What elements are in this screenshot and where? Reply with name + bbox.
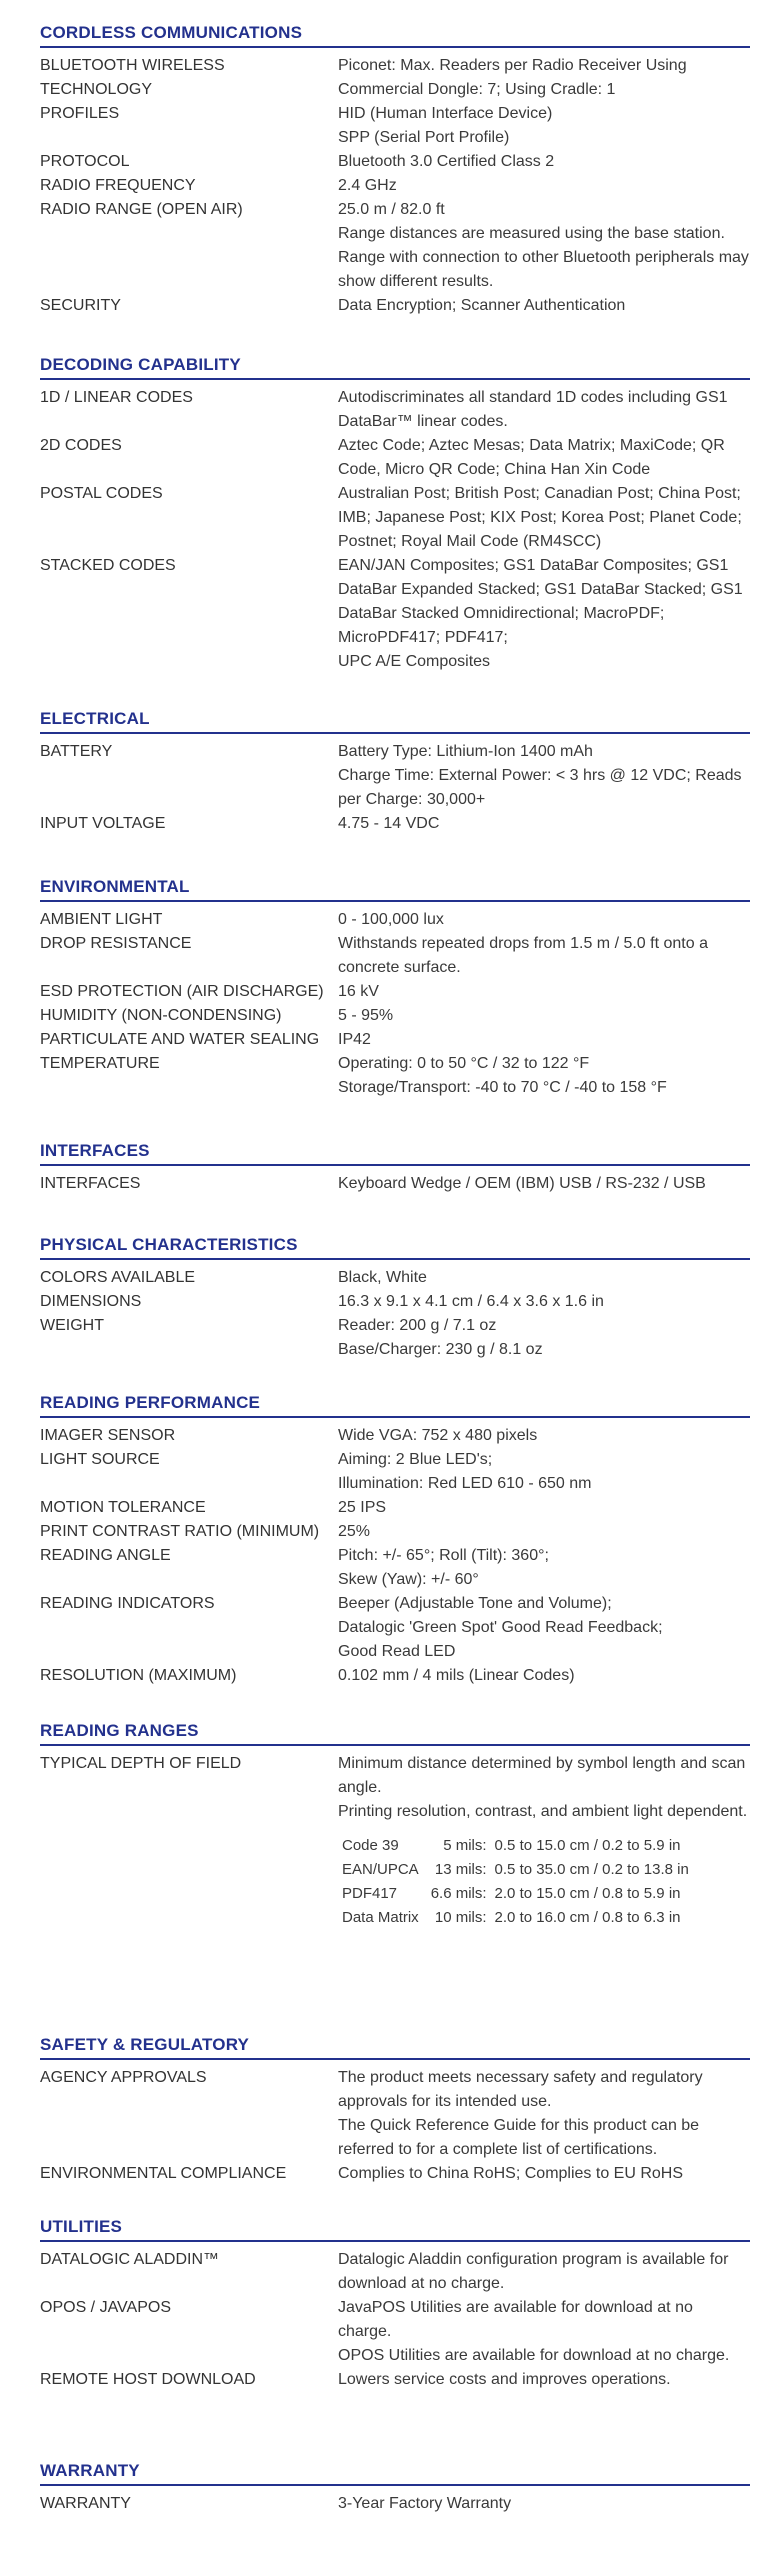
spec-value — [338, 2368, 750, 2392]
spec-label: REMOTE HOST DOWNLOAD — [40, 2371, 256, 2388]
spec-label: PARTICULATE AND WATER SEALING — [40, 1031, 320, 1048]
spec-label: 1D / LINEAR CODES — [40, 389, 193, 406]
spec-value-line: Aztec Code; Aztec Mesas; Data Matrix; MaxiCode; QR Code, Micro QR Code; China Han Xin Code — [338, 437, 725, 478]
reading-range-row — [338, 1858, 693, 1882]
spec-row — [40, 2492, 750, 2516]
spec-value-line: 4.75 - 14 VDC — [338, 815, 440, 832]
spec-value-line: Black, White — [338, 1269, 427, 1286]
spec-label: BLUETOOTH WIRELESS TECHNOLOGY — [40, 57, 225, 98]
spec-value-line: 2.4 GHz — [338, 177, 397, 194]
spec-value-line: Charge Time: External Power: < 3 hrs @ 12 VDC; Reads per Charge: 30,000+ — [338, 767, 742, 808]
spec-row — [40, 1052, 750, 1100]
spec-value-line: SPP (Serial Port Profile) — [338, 129, 510, 146]
spec-value — [338, 1290, 750, 1314]
spec-value-line: 25% — [338, 1523, 371, 1540]
spec-value-line: Autodiscriminates all standard 1D codes including GS1 DataBar™ linear codes. — [338, 389, 728, 430]
spec-label: DROP RESISTANCE — [40, 935, 192, 952]
range-range: 2.0 to 16.0 cm / 0.8 to 6.3 in — [494, 1909, 681, 1926]
spec-value-line: Keyboard Wedge / OEM (IBM) USB / RS-232 / USB — [338, 1175, 706, 1192]
spec-value-line: Range distances are measured using the base station. Range with connection to other Bluetooth peripherals may show different results. — [338, 225, 749, 290]
range-code: PDF417 — [342, 1885, 398, 1902]
spec-value-line: Complies to China RoHS; Complies to EU RoHS — [338, 2165, 684, 2182]
spec-label: ESD PROTECTION (AIR DISCHARGE) — [40, 983, 324, 1000]
range-mils: 6.6 mils: — [430, 1885, 487, 1902]
spec-row — [40, 932, 750, 980]
spec-value — [338, 54, 750, 102]
spec-label: AGENCY APPROVALS — [40, 2069, 207, 2086]
spec-row — [40, 812, 750, 836]
range-mils: 10 mils: — [434, 1909, 487, 1926]
spec-row — [40, 1314, 750, 1362]
spec-label: INPUT VOLTAGE — [40, 815, 166, 832]
spec-label: ENVIRONMENTAL COMPLIANCE — [40, 2165, 287, 2182]
section-divider — [40, 1258, 750, 1260]
spec-value — [338, 1544, 750, 1592]
section-title: INTERFACES — [40, 1141, 150, 1160]
spec-value — [338, 294, 750, 318]
spec-value-line: 3-Year Factory Warranty — [338, 2495, 512, 2512]
section-title: PHYSICAL CHARACTERISTICS — [40, 1235, 298, 1254]
spec-value-line: UPC A/E Composites — [338, 653, 491, 670]
spec-row — [40, 1290, 750, 1314]
spec-value — [338, 434, 750, 482]
spec-value-line: OPOS Utilities are available for download at no charge. — [338, 2347, 730, 2364]
spec-row — [40, 2248, 750, 2296]
spec-label: READING ANGLE — [40, 1547, 171, 1564]
section-divider — [40, 2240, 750, 2242]
spec-row — [40, 1520, 750, 1544]
spec-row — [40, 554, 750, 674]
spec-row — [40, 482, 750, 554]
range-range: 0.5 to 35.0 cm / 0.2 to 13.8 in — [494, 1861, 689, 1878]
spec-label: AMBIENT LIGHT — [40, 911, 163, 928]
section-decoding-capability — [40, 352, 750, 674]
spec-value — [338, 174, 750, 198]
spec-value — [338, 198, 750, 294]
section-divider — [40, 1164, 750, 1166]
section-environmental — [40, 874, 750, 1100]
section-warranty — [40, 2458, 750, 2516]
section-title: ENVIRONMENTAL — [40, 877, 190, 896]
spec-value — [338, 482, 750, 554]
spec-value-line: 25.0 m / 82.0 ft — [338, 201, 445, 218]
spec-value-line: Base/Charger: 230 g / 8.1 oz — [338, 1341, 543, 1358]
spec-value-line: Minimum distance determined by symbol length and scan angle. — [338, 1755, 746, 1796]
spec-row — [40, 2066, 750, 2162]
spec-row — [40, 1028, 750, 1052]
range-mils: 13 mils: — [434, 1861, 487, 1878]
spec-row — [40, 1544, 750, 1592]
spec-value-line: Beeper (Adjustable Tone and Volume); — [338, 1595, 612, 1612]
spec-row — [40, 386, 750, 434]
spec-label: STACKED CODES — [40, 557, 176, 574]
spec-value — [338, 1448, 750, 1496]
spec-value-line: Lowers service costs and improves operations. — [338, 2371, 671, 2388]
spec-value-line: 0 - 100,000 lux — [338, 911, 444, 928]
section-reading-ranges — [40, 1718, 750, 1930]
spec-value — [338, 1496, 750, 1520]
spec-label: MOTION TOLERANCE — [40, 1499, 206, 1516]
section-title: WARRANTY — [40, 2461, 140, 2480]
spec-value-line: Storage/Transport: -40 to 70 °C / -40 to 158 °F — [338, 1079, 667, 1096]
reading-range-table — [338, 1834, 693, 1930]
spec-label: INTERFACES — [40, 1175, 141, 1192]
spec-row — [40, 740, 750, 812]
spec-label: DATALOGIC ALADDIN™ — [40, 2251, 219, 2268]
spec-label: TYPICAL DEPTH OF FIELD — [40, 1755, 242, 1772]
section-divider — [40, 2484, 750, 2486]
section-cordless-communications — [40, 20, 750, 318]
spec-value-line: Australian Post; British Post; Canadian Post; China Post; IMB; Japanese Post; KIX Post; Korea Post; Planet Code; Postnet; Royal Mail Code (RM4SCC) — [338, 485, 742, 550]
spec-value-line: HID (Human Interface Device) — [338, 105, 553, 122]
section-divider — [40, 732, 750, 734]
spec-value — [338, 2248, 750, 2296]
spec-value — [338, 554, 750, 674]
spec-value — [338, 1424, 750, 1448]
spec-row — [40, 2296, 750, 2368]
spec-value-line: Pitch: +/- 65°; Roll (Tilt): 360°; — [338, 1547, 549, 1564]
spec-row — [40, 1004, 750, 1028]
spec-label: 2D CODES — [40, 437, 122, 454]
section-divider — [40, 1416, 750, 1418]
spec-value-line: Skew (Yaw): +/- 60° — [338, 1571, 479, 1588]
spec-value-line: Printing resolution, contrast, and ambient light dependent. — [338, 1803, 748, 1820]
spec-value — [338, 1172, 750, 1196]
section-divider — [40, 900, 750, 902]
spec-value-line: 5 - 95% — [338, 1007, 394, 1024]
spec-label: COLORS AVAILABLE — [40, 1269, 196, 1286]
spec-value — [338, 1266, 750, 1290]
spec-label: WARRANTY — [40, 2495, 131, 2512]
spec-value — [338, 1004, 750, 1028]
spec-row — [40, 908, 750, 932]
spec-row — [40, 980, 750, 1004]
section-divider — [40, 2058, 750, 2060]
spec-label: READING INDICATORS — [40, 1595, 215, 1612]
spec-value — [338, 1314, 750, 1362]
section-title: DECODING CAPABILITY — [40, 355, 241, 374]
spec-label: LIGHT SOURCE — [40, 1451, 160, 1468]
spec-row — [40, 2162, 750, 2186]
reading-range-row — [338, 1882, 693, 1906]
spec-value — [338, 1664, 750, 1688]
spec-label: SECURITY — [40, 297, 121, 314]
spec-value-line: Aiming: 2 Blue LED's; — [338, 1451, 493, 1468]
range-code: EAN/UPCA — [342, 1861, 419, 1878]
section-utilities — [40, 2214, 750, 2392]
spec-value-line: Reader: 200 g / 7.1 oz — [338, 1317, 497, 1334]
spec-value-line: EAN/JAN Composites; GS1 DataBar Composites; GS1 DataBar Expanded Stacked; GS1 DataBar Stacked; GS1 DataBar Stacked Omnidirectional; MacroPDF; MicroPDF417; PDF417; — [338, 557, 743, 646]
range-range: 2.0 to 15.0 cm / 0.8 to 5.9 in — [494, 1885, 681, 1902]
spec-value-line: Datalogic 'Green Spot' Good Read Feedback; — [338, 1619, 663, 1636]
spec-label: TEMPERATURE — [40, 1055, 160, 1072]
section-title: READING PERFORMANCE — [40, 1393, 261, 1412]
spec-value — [338, 1052, 750, 1100]
spec-row — [40, 150, 750, 174]
spec-value-line: Battery Type: Lithium-Ion 1400 mAh — [338, 743, 593, 760]
spec-value-line: Operating: 0 to 50 °C / 32 to 122 °F — [338, 1055, 590, 1072]
spec-row — [40, 1424, 750, 1448]
range-code: Code 39 — [342, 1837, 399, 1854]
section-interfaces — [40, 1138, 750, 1196]
spec-value-line: Good Read LED — [338, 1643, 456, 1660]
spec-value-line: Data Encryption; Scanner Authentication — [338, 297, 626, 314]
spec-label: BATTERY — [40, 743, 113, 760]
spec-value-line: IP42 — [338, 1031, 371, 1048]
spec-label: PROFILES — [40, 105, 120, 122]
spec-value — [338, 2162, 750, 2186]
section-safety-regulatory — [40, 2032, 750, 2186]
spec-value-line: Datalogic Aladdin configuration program is available for download at no charge. — [338, 2251, 729, 2292]
spec-value — [338, 1592, 750, 1664]
spec-row — [40, 54, 750, 102]
spec-value-line: 16 kV — [338, 983, 379, 1000]
spec-value — [338, 386, 750, 434]
spec-label: IMAGER SENSOR — [40, 1427, 176, 1444]
section-title: UTILITIES — [40, 2217, 123, 2236]
spec-value — [338, 2492, 750, 2516]
spec-label: POSTAL CODES — [40, 485, 163, 502]
spec-label: HUMIDITY (NON-CONDENSING) — [40, 1007, 282, 1024]
spec-value-line: Illumination: Red LED 610 - 650 nm — [338, 1475, 592, 1492]
spec-row — [40, 294, 750, 318]
spec-label: PRINT CONTRAST RATIO (MINIMUM) — [40, 1523, 320, 1540]
section-divider — [40, 378, 750, 380]
spec-row — [40, 198, 750, 294]
section-electrical — [40, 706, 750, 836]
reading-range-row — [338, 1906, 693, 1930]
range-range: 0.5 to 15.0 cm / 0.2 to 5.9 in — [494, 1837, 681, 1854]
spec-row — [40, 1266, 750, 1290]
range-code: Data Matrix — [342, 1909, 419, 1926]
spec-value — [338, 908, 750, 932]
spec-label: OPOS / JAVAPOS — [40, 2299, 171, 2316]
spec-value — [338, 2066, 750, 2162]
spec-value — [338, 980, 750, 1004]
spec-row — [40, 1592, 750, 1664]
spec-row — [40, 102, 750, 150]
spec-row — [40, 1448, 750, 1496]
spec-value — [338, 1520, 750, 1544]
range-mils: 5 mils: — [443, 1837, 487, 1854]
spec-value — [338, 2296, 750, 2368]
spec-value — [338, 812, 750, 836]
spec-value-line: Withstands repeated drops from 1.5 m / 5.0 ft onto a concrete surface. — [338, 935, 708, 976]
spec-value-line: JavaPOS Utilities are available for download at no charge. — [338, 2299, 693, 2340]
section-title: ELECTRICAL — [40, 709, 150, 728]
spec-row — [40, 1664, 750, 1688]
spec-value-line: The product meets necessary safety and regulatory approvals for its intended use. — [338, 2069, 703, 2110]
section-divider — [40, 1744, 750, 1746]
spec-value-line: 25 IPS — [338, 1499, 387, 1516]
section-divider — [40, 46, 750, 48]
spec-value — [338, 1028, 750, 1052]
spec-row — [40, 2368, 750, 2392]
section-title: READING RANGES — [40, 1721, 199, 1740]
spec-value — [338, 102, 750, 150]
reading-range-row — [338, 1834, 693, 1858]
spec-value-line: 0.102 mm / 4 mils (Linear Codes) — [338, 1667, 575, 1684]
spec-value — [338, 932, 750, 980]
spec-value — [338, 740, 750, 812]
section-physical-characteristics — [40, 1232, 750, 1362]
spec-row — [40, 1172, 750, 1196]
spec-row — [40, 1752, 750, 1930]
spec-label: RADIO RANGE (OPEN AIR) — [40, 201, 243, 218]
spec-row — [40, 174, 750, 198]
spec-value-line: Wide VGA: 752 x 480 pixels — [338, 1427, 538, 1444]
spec-value-line: Piconet: Max. Readers per Radio Receiver Using Commercial Dongle: 7; Using Cradle: 1 — [338, 57, 687, 98]
spec-value-line: 16.3 x 9.1 x 4.1 cm / 6.4 x 3.6 x 1.6 in — [338, 1293, 604, 1310]
section-title: CORDLESS COMMUNICATIONS — [40, 23, 303, 42]
spec-row — [40, 1496, 750, 1520]
spec-label: PROTOCOL — [40, 153, 130, 170]
spec-value-line: The Quick Reference Guide for this product can be referred to for a complete list of certifications. — [338, 2117, 700, 2158]
spec-value — [338, 1752, 750, 1930]
spec-value-line: Bluetooth 3.0 Certified Class 2 — [338, 153, 555, 170]
section-reading-performance — [40, 1390, 750, 1688]
spec-label: DIMENSIONS — [40, 1293, 142, 1310]
section-title: SAFETY & REGULATORY — [40, 2035, 250, 2054]
spec-label: RADIO FREQUENCY — [40, 177, 196, 194]
spec-row — [40, 434, 750, 482]
spec-label: WEIGHT — [40, 1317, 104, 1334]
spec-label: RESOLUTION (MAXIMUM) — [40, 1667, 237, 1684]
spec-value — [338, 150, 750, 174]
